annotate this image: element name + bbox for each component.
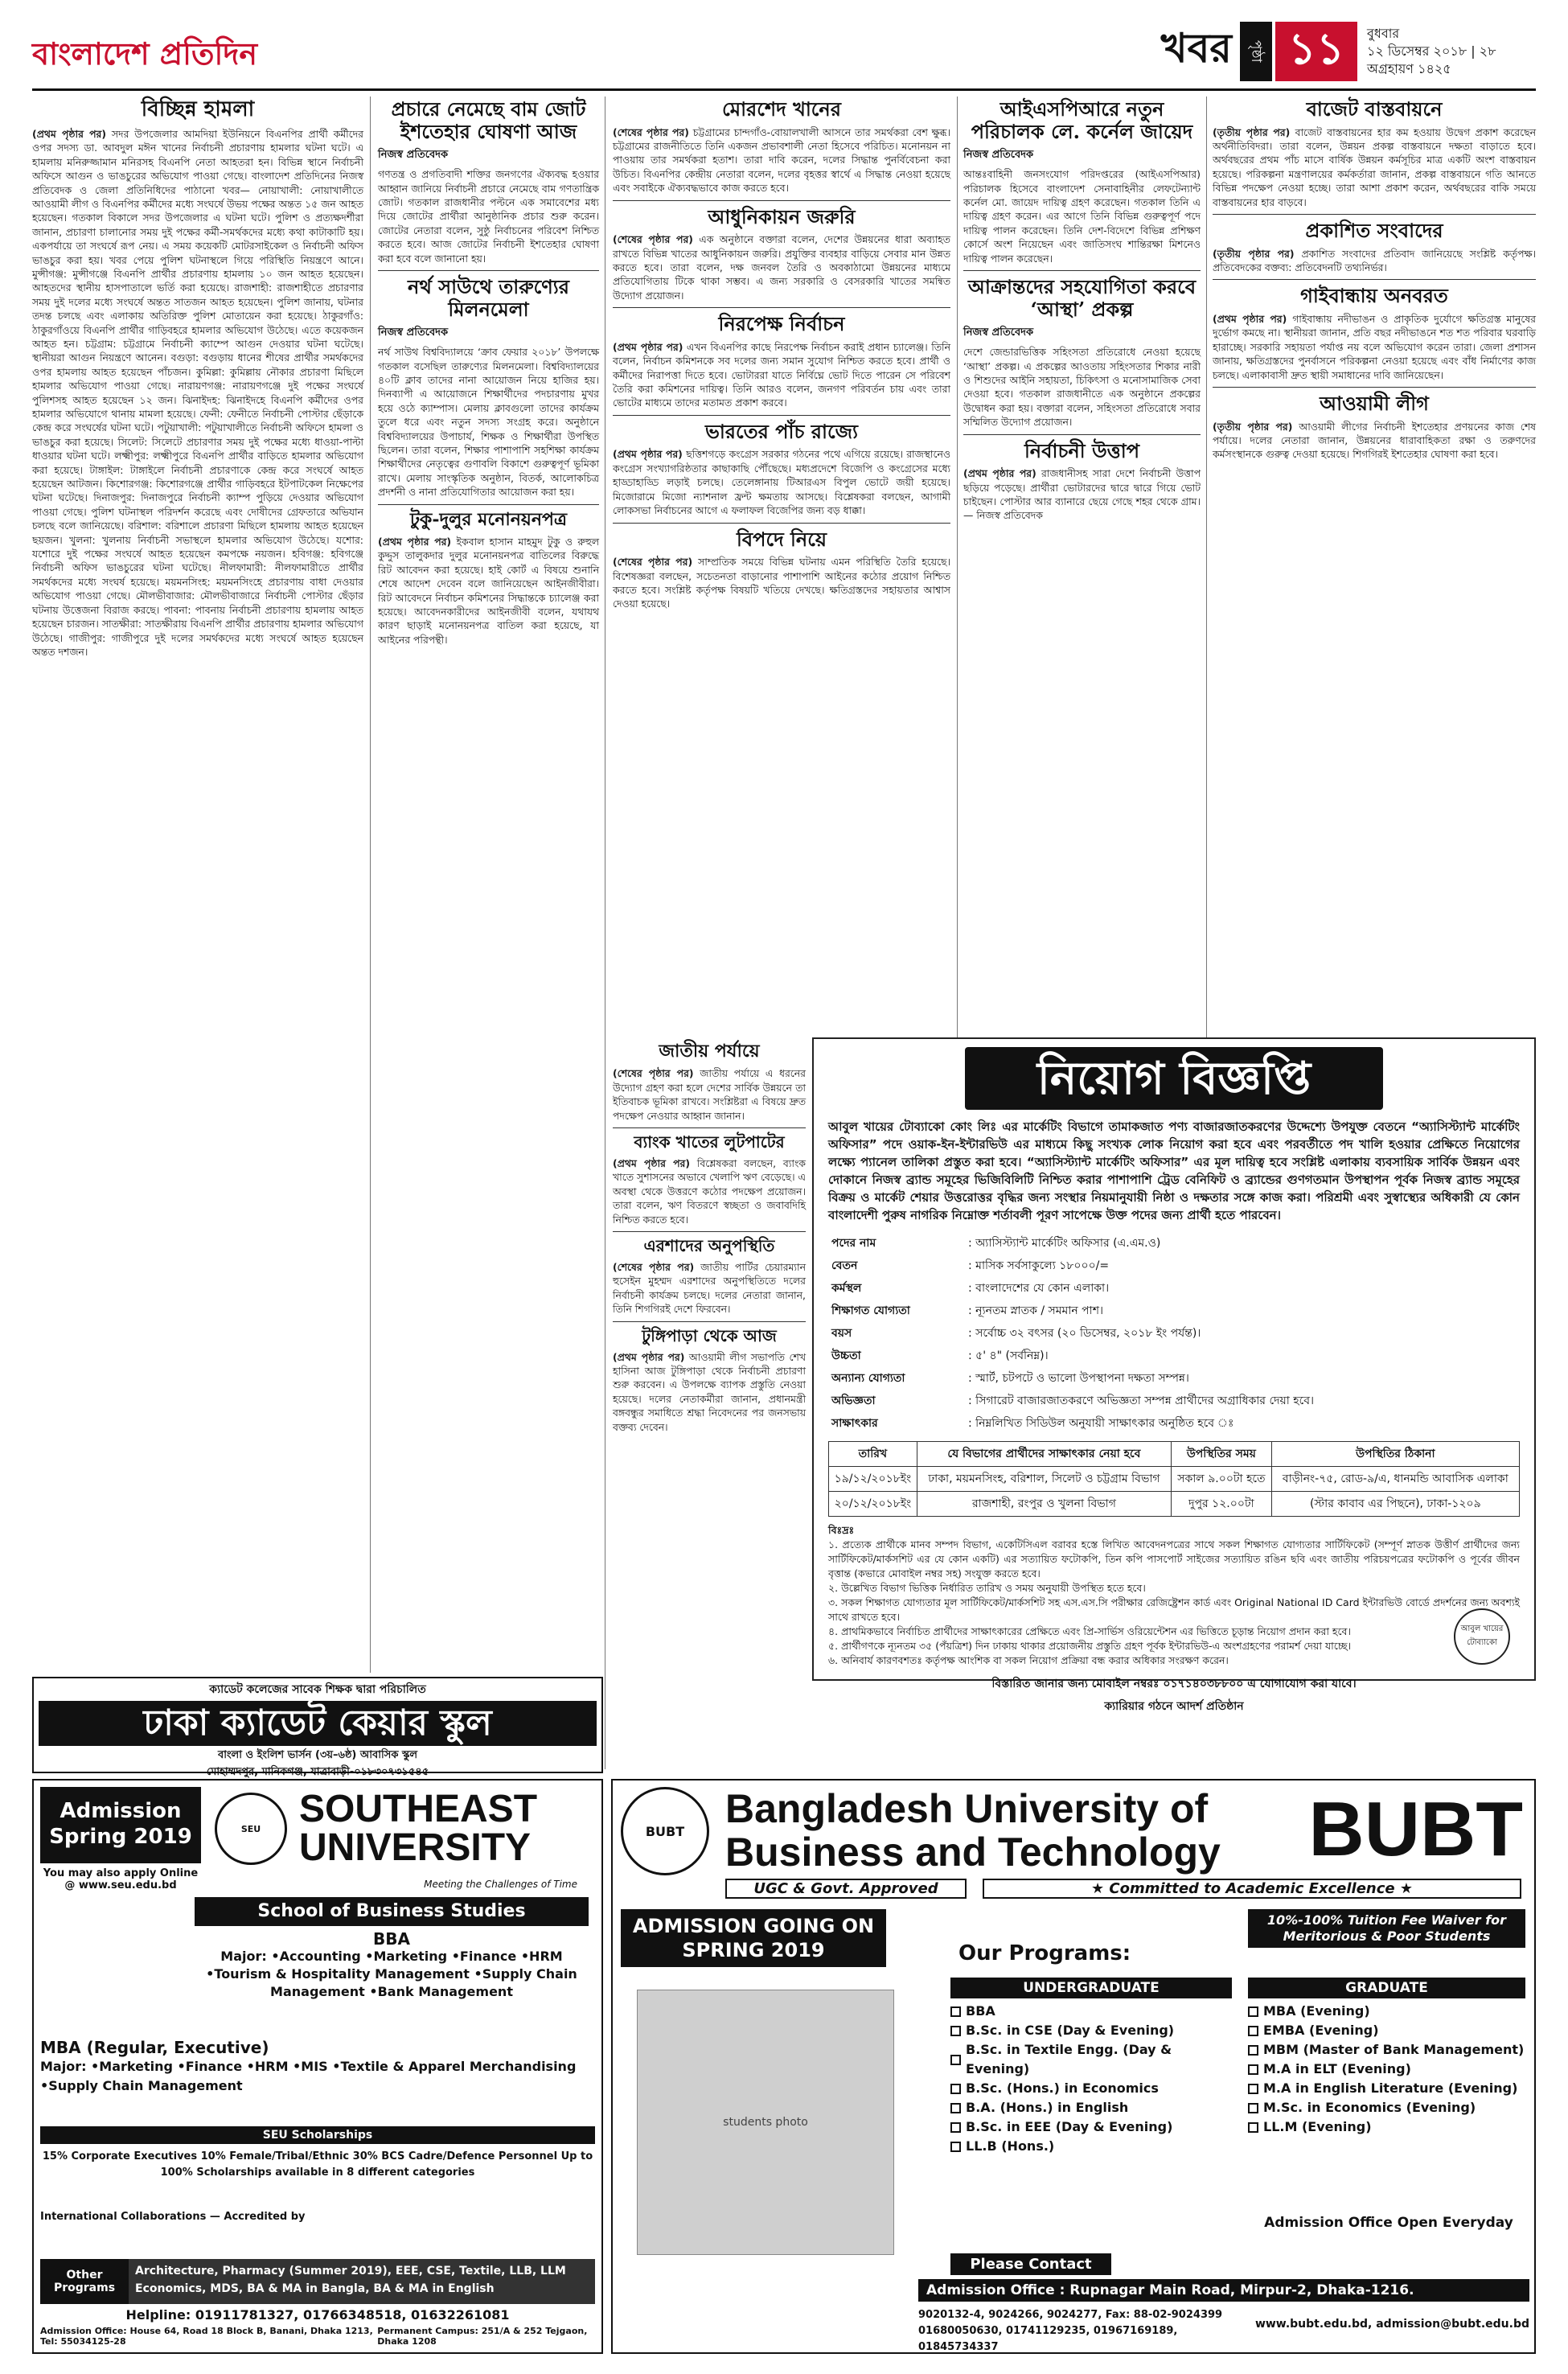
article-text: বিশ্লেষকরা বলছেন, ব্যাংক খাতে সুশাসনের অভাবে খেলাপি ঋণ বেড়েছে। এ অবস্থা থেকে উত্তরণে কঠোর পদক্ষেপ প্রয়োজন। তারা বলেন, ঋণ বিতরণে স্বচ্ছতা ও জবাবদিহি নিশ্চিত করতে হবে।: [613, 1156, 806, 1226]
column-4: [963, 98, 1201, 1031]
cadet-top-line: ক্যাডেট কলেজের সাবেক শিক্ষক দ্বারা পরিচালিত: [209, 1683, 426, 1696]
program-name: MBA (Evening): [1263, 2003, 1370, 2019]
job-detail-label: বেতন: [831, 1259, 858, 1272]
article-headline: নিরপেক্ষ নির্বাচন: [718, 312, 845, 336]
program-name: B.Sc. in Textile Engg. (Day & Evening): [966, 2042, 1172, 2076]
article-headline: টুকু-দুলুর মনোনয়নপত্র: [409, 508, 568, 530]
notes-title: বিঃদ্রঃ: [828, 1524, 855, 1536]
program-name: LL.M (Evening): [1263, 2119, 1372, 2134]
seu-helpline: Helpline: 01911781327, 01766348518, 01632261081: [125, 2307, 510, 2323]
article-lead: (প্রথম পৃষ্ঠার পর): [613, 1350, 685, 1363]
seu-logo: SEU: [215, 1793, 287, 1865]
article-headline: গাইবান্ধায় অনবরত: [1300, 284, 1448, 308]
column-2: [378, 98, 599, 1670]
article-body: [613, 1066, 806, 1123]
article-headline: টুঙ্গিপাড়া থেকে আজ: [642, 1325, 777, 1345]
bubt-abbr: BUBT: [1308, 1786, 1523, 1872]
article-lead: (প্রথম পৃষ্ঠার পর): [613, 1156, 691, 1169]
checkbox-icon: [950, 2055, 961, 2065]
article-lead: (শেষের পৃষ্ঠার পর): [613, 233, 693, 246]
page-indicator: [1161, 19, 1536, 84]
checkbox-icon: [1248, 2064, 1258, 2075]
job-ad-tagline: ক্যারিয়ার গঠনে আদর্শ প্রতিষ্ঠান: [1104, 1700, 1244, 1713]
job-detail-row: [828, 1232, 1520, 1255]
job-detail-value: : মাসিক সর্বসাকুল্যে ১৮০০০/=: [968, 1259, 1110, 1272]
article-text: জাতীয় পর্যায়ে এ ধরনের উদ্যোগ গ্রহণ করা হলে দেশের সার্বিক উন্নয়নে তা ইতিবাচক ভূমিকা রাখবে। সংশ্লিষ্টরা এ বিষয়ে দ্রুত পদক্ষেপ নেওয়ার আহ্বান জানান।: [613, 1067, 806, 1122]
bubt-undergraduate: [950, 1978, 1232, 2156]
article-byline: নিজস্ব প্রতিবেদক: [378, 327, 449, 339]
article-headline: বিপদে নিয়ে: [736, 527, 827, 551]
interview-table-row: [829, 1492, 1520, 1517]
article-body: গণতন্ত্র ও প্রগতিবাদী শক্তির জনগণের ঐক্যবদ্ধ হওয়ার আহ্বান জানিয়ে নির্বাচনী প্রচারে নেমেছে বাম গণতান্ত্রিক জোট। গতকাল রাজধানীর পল্টনে এক সমাবেশের মধ্য দিয়ে জোটের প্রার্থীরা আনুষ্ঠানিক প্রচার শুরু করেন। জোটের নেতারা বলেন, সুষ্ঠু নির্বাচনের পরিবেশ নিশ্চিত করতে হবে। আজ জোটের নির্বাচনী ইশতেহার ঘোষণা করা হবে বলে জানানো হয়।: [378, 168, 599, 265]
job-ad-intro: আবুল খায়ের টোব্যাকো কোং লিঃ এর মার্কেটিং বিভাগে তামাকজাত পণ্য বাজারজাতকরণের উদ্দেশ্যে উপযুক্ত বেতনে “অ্যাসিস্ট্যান্ট মার্কেটিং অফিসার” পদে ওয়াক-ইন-ইন্টারভিউ এর মাধ্যমে কিছু সংখ্যক লোক নিয়োগ করা হবে এবং পরবর্তীতে পদ খালি হওয়ার প্রেক্ষিতে নিয়োগের লক্ষ্যে প্যানেল তালিকা প্রস্তুত করা হবে। “অ্যাসিস্ট্যান্ট মার্কেটিং অফিসার” এর মূল দায়িত্ব হবে সংশ্লিষ্ট এলাকায় ব্যবসায়িক সার্বিক উন্নয়ন এবং দোকানে নিজস্ব ব্র্যান্ড সমূহের ভিজিবিলিটি নিশ্চিত করার পাশাপাশি ট্রেড বেনিফিট ও ব্র্যান্ডের গুণগতমান উপস্থাপন পূর্বক নিজস্ব ব্র্যান্ড সমূহের বিক্রয় ও মার্কেট শেয়ার উত্তরোত্তর বৃদ্ধির জন্য সংস্থার নিয়মানুযায়ী নিষ্ঠা ও দক্ষতার সঙ্গে কাজ করা। পরিশ্রমী এবং সুস্বাস্থ্যের অধিকারী যে কোন বাংলাদেশী পুরুষ নাগরিক নিম্নোক্ত শর্তাবলী পূরণ সাপেক্ষে উক্ত পদের জন্য প্রার্থী হতে পারবেন।: [828, 1119, 1520, 1222]
job-note-item: ১. প্রত্যেক প্রার্থীকে মানব সম্পদ বিভাগ, একেটিসিএল বরাবর হস্তে লিখিত আবেদনপত্রের সাথে সকল শিক্ষাগত যোগ্যতার সার্টিফিকেট (সম্পূর্ণ স্নাতক উত্তীর্ণ প্রার্থীদের জন্য সার্টিফিকেট/মার্কসশিট এর যে কোন একটি) এর সত্যায়িত ফটোকপি, তিন কপি পাসপোর্ট সাইজের সত্যায়িত রঙিন ছবি এবং জাতীয় পরিচয়পত্রের ফটোকপি ও পূর্বের জীবন বৃত্তান্ত (কভারে মোবাইল নম্বর সহ) সংযুক্ত করতে হবে।: [828, 1538, 1520, 1579]
akt-logo: আবুল খায়ের টোব্যাকো: [1454, 1608, 1510, 1665]
program-item: [1248, 2098, 1525, 2117]
job-detail-row: [828, 1255, 1520, 1277]
interview-table-cell: রাজশাহী, রংপুর ও খুলনা বিভাগ: [917, 1492, 1171, 1517]
cadet-sub-line: বাংলা ও ইংলিশ ভার্সন (৩য়–৬ষ্ঠ) আবাসিক স্কুল: [217, 1749, 418, 1761]
article-body: [32, 127, 363, 659]
divider: [613, 1231, 806, 1232]
bubt-admission: ADMISSION GOING ON SPRING 2019: [621, 1909, 886, 1967]
interview-table-header: উপস্থিতির সময়: [1172, 1442, 1272, 1467]
bubt-programs-title: Our Programs:: [958, 1941, 1131, 1965]
bubt-photo: students photo: [637, 1990, 894, 2255]
seu-address-admission: Admission Office: House 64, Road 18 Block B, Banani, Dhaka 1213, Tel: 55034125-28: [40, 2326, 373, 2347]
newspaper-logo: বাংলাদেশ প্রতিদিন: [32, 35, 258, 72]
divider: [1213, 387, 1536, 388]
program-item: [1248, 2079, 1525, 2098]
checkbox-icon: [950, 2084, 961, 2094]
bubt-phones: 9020132-4, 9024266, 9024277, Fax: 88-02-9024399 01680050630, 01741129235, 01967169189, 01845734337: [918, 2309, 1223, 2353]
bubt-ug-title: UNDERGRADUATE: [950, 1978, 1232, 1998]
article-text: রাজধানীসহ সারা দেশে নির্বাচনী উত্তাপ ছড়িয়ে পড়েছে। প্রার্থীরা ভোটারদের দ্বারে দ্বারে গিয়ে ভোট চাইছেন। পোস্টার আর ব্যানারে ছেয়ে গেছে শহর থেকে গ্রাম। — নিজস্ব প্রতিবেদক: [963, 467, 1201, 522]
seu-addresses: [40, 2326, 595, 2347]
article-body: [613, 125, 950, 195]
article-lead: (প্রথম পৃষ্ঠার পর): [963, 467, 1036, 480]
article-headline: প্রকাশিত সংবাদের: [1305, 219, 1443, 243]
program-item: [950, 2040, 1232, 2079]
program-item: [1248, 2002, 1525, 2021]
article-headline: এরশাদের অনুপস্থিতি: [643, 1235, 775, 1255]
article-body: [1213, 420, 1536, 462]
seu-schol-title: SEU Scholarships: [40, 2126, 595, 2144]
divider: [613, 200, 950, 201]
job-note-item: ৫. প্রার্থীগণকে ন্যূনতম ৩৫ (পঁয়ত্রিশ) দিন ঢাকায় থাকার প্রয়োজনীয় প্রস্তুতি গ্রহণ পূর্বক ইন্টারভিউ-এ অংশগ্রহণের পরামর্শ দেয়া যাচ্ছে।: [828, 1640, 1352, 1652]
article-headline: বাজেট বাস্তবায়নে: [1306, 97, 1443, 121]
interview-table-cell: ঢাকা, ময়মনসিংহ, বরিশাল, সিলেট ও চট্টগ্রাম বিভাগ: [917, 1467, 1171, 1492]
job-ad-contact: বিস্তারিত জানার জন্য মোবাইল নম্বরঃ ০১৭১৪০৩৮৮০০ এ যোগাযোগ করা যাবে।: [991, 1678, 1357, 1690]
checkbox-icon: [950, 2103, 961, 2113]
seu-bba-title: BBA: [373, 1929, 410, 1949]
job-detail-label: অভিজ্ঞতা: [831, 1394, 876, 1407]
article-lead: (শেষের পৃষ্ঠার পর): [613, 1260, 695, 1273]
seu-scholarships: [40, 2126, 595, 2181]
divider: [613, 523, 950, 524]
program-item: [950, 2002, 1232, 2021]
article-body: [613, 1260, 806, 1316]
article-body: দেশে জেন্ডারভিত্তিক সহিংসতা প্রতিরোধে নেওয়া হয়েছে ‘আস্থা’ প্রকল্প। এ প্রকল্পের আওতায় সহিংসতার শিকার নারী ও শিশুদের আইনি সহায়তা, চিকিৎসা ও মনোসামাজিক সেবা দেওয়া হবে। গতকাল রাজধানীতে এক অনুষ্ঠানে প্রকল্পের উদ্বোধন করা হয়। বক্তারা বলেন, সহিংসতা প্রতিরোধে সবার সম্মিলিত উদ্যোগ প্রয়োজন।: [963, 346, 1201, 429]
article-byline: নিজস্ব প্রতিবেদক: [963, 149, 1034, 162]
date-line: ১২ ডিসেম্বর ২০১৮ | ২৮ অগ্রহায়ণ ১৪২৫: [1367, 43, 1496, 76]
job-detail-value: : বাংলাদেশের যে কোন এলাকা।: [968, 1282, 1110, 1295]
article-headline: আইএসপিআরে নতুন পরিচালক লে. কর্নেল জায়েদ: [971, 97, 1193, 143]
job-detail-label: কর্মস্থল: [831, 1282, 862, 1295]
page-label: পৃষ্ঠা: [1240, 22, 1272, 81]
article-headline: নর্থ সাউথে তারুণ্যের মিলনমেলা: [408, 275, 569, 321]
cadet-address: মোহাম্মদপুর, মানিকগঞ্জ, যাত্রাবাড়ী-০১৮৩০৭৩১৫৪৫: [206, 1766, 429, 1778]
article-text: ছত্তিশগড়ে কংগ্রেস সরকার গঠনের পথে এগিয়ে রয়েছে। রাজস্থানেও কংগ্রেস সংখ্যাগরিষ্ঠতার কাছাকাছি পৌঁছেছে। মধ্যপ্রদেশে বিজেপি ও কংগ্রেসের মধ্যে হাড্ডাহাড্ডি লড়াই চলছে। তেলেঙ্গানায় টিআরএস বিপুল ভোটে জয়ী হয়েছে। মিজোরামে মিজো ন্যাশনাল ফ্রন্ট ক্ষমতায় আসছে। বিশ্লেষকরা বলছেন, আগামী লোকসভা নির্বাচনের আগে এ ফলাফল বিজেপির জন্য বড় ধাক্কা।: [613, 448, 950, 517]
weekday: বুধবার: [1367, 26, 1400, 41]
article-headline: আক্রান্তদের সহযোগিতা করবে ‘আস্থা’ প্রকল্প: [967, 275, 1197, 321]
bubt-contact: Please Contact: [950, 2253, 1111, 2275]
article-body: [613, 1156, 806, 1226]
seu-name: SOUTHEAST UNIVERSITY: [299, 1788, 538, 1869]
cadet-school-ad: [32, 1677, 603, 1778]
bubt-logo: BUBT: [621, 1787, 709, 1875]
bubt-ugc: UGC & Govt. Approved: [725, 1879, 967, 1899]
cadet-school-name: ঢাকা ক্যাডেট কেয়ার স্কুল: [39, 1701, 597, 1746]
seu-mba-title: MBA (Regular, Executive): [40, 2038, 269, 2057]
seu-mba-majors: Major: •Marketing •Finance •HRM •MIS •Textile & Apparel Merchandising •Supply Chain Management: [40, 2059, 577, 2093]
article-body: [1213, 247, 1536, 275]
article-byline: নিজস্ব প্রতিবেদক: [963, 327, 1034, 339]
article-headline: প্রচারে নেমেছে বাম জোট ইশতেহার ঘোষণা আজ: [391, 97, 586, 143]
bubt-office: Admission Office : Rupnagar Main Road, Mirpur-2, Dhaka-1216.: [918, 2279, 1529, 2302]
job-detail-label: অন্যান্য যোগ্যতা: [831, 1372, 905, 1385]
seu-apply-online: You may also apply Online @ www.seu.edu.bd: [43, 1867, 199, 1891]
article-lead: (প্রথম পৃষ্ঠার পর): [613, 448, 683, 461]
program-name: BBA: [966, 2003, 995, 2019]
program-name: B.A. (Hons.) in English: [966, 2100, 1129, 2115]
seu-other-programs: [40, 2259, 595, 2304]
seu-bba: [203, 1930, 581, 2001]
column-5: [1213, 98, 1536, 1031]
bubt-office-open: Admission Office Open Everyday: [1264, 2215, 1513, 2231]
interview-table-cell: ১৯/১২/২০১৮ইং: [829, 1467, 917, 1492]
article-text: ইকবাল হাসান মাহমুদ টুকু ও রুহুল কুদ্দুস তালুকদার দুলুর মনোনয়নপত্র বাতিলের বিরুদ্ধে রিট আবেদন করা হয়েছে। হাই কোর্ট এ বিষয়ে শুনানি শেষে আদেশ দেবেন বলে জানিয়েছেন আইনজীবীরা। রিট আবেদনে নির্বাচন কমিশনের সিদ্ধান্তকে চ্যালেঞ্জ করা হয়েছে। আবেদনকারীদের আইনজীবী বলেন, যথাযথ কারণ ছাড়াই মনোনয়নপত্র বাতিল করা হয়েছে, যা আইনের পরিপন্থী।: [378, 535, 599, 646]
program-item: [1248, 2117, 1525, 2137]
program-name: EMBA (Evening): [1263, 2023, 1379, 2038]
job-detail-row: [828, 1412, 1520, 1435]
job-detail-label: শিক্ষাগত যোগ্যতা: [831, 1304, 910, 1317]
article-body: [613, 232, 950, 302]
article-lead: (তৃতীয় পৃষ্ঠার পর): [1213, 420, 1293, 433]
seu-other-label: Other Programs: [40, 2259, 129, 2304]
checkbox-icon: [950, 2142, 961, 2152]
job-detail-label: পদের নাম: [831, 1237, 876, 1250]
checkbox-icon: [950, 2006, 961, 2017]
program-name: B.Sc. in EEE (Day & Evening): [966, 2119, 1173, 2134]
article-body: [613, 447, 950, 517]
article-lead: (প্রথম পৃষ্ঠার পর): [378, 535, 452, 548]
program-name: LL.B (Hons.): [966, 2138, 1055, 2154]
article-headline: জাতীয় পর্যায়ে: [659, 1041, 760, 1062]
interview-table-row: [829, 1467, 1520, 1492]
program-item: [1248, 2060, 1525, 2079]
bubt-motto: ★ Committed to Academic Excellence ★: [983, 1879, 1521, 1899]
interview-table-cell: সকাল ৯.০০টা হতে: [1172, 1467, 1272, 1492]
job-detail-row: [828, 1345, 1520, 1367]
program-item: [1248, 2040, 1525, 2060]
program-item: [950, 2117, 1232, 2137]
interview-table-header: তারিখ: [829, 1442, 917, 1467]
program-item: [950, 2079, 1232, 2098]
masthead: [32, 14, 1536, 87]
column-divider: [1206, 97, 1207, 1037]
interview-table-cell: (স্টার কাবাব এর পিছনে), ঢাকা-১২০৯: [1271, 1492, 1519, 1517]
program-name: M.Sc. in Economics (Evening): [1263, 2100, 1476, 2115]
article-headline: আওয়ামী লীগ: [1320, 392, 1429, 416]
article-text: আওয়ামী লীগের নির্বাচনী ইশতেহার প্রণয়নের কাজ শেষ পর্যায়ে। দলের নেতারা জানান, উন্নয়নের ধারাবাহিকতা রক্ষা ও তরুণদের কর্মসংস্থানকে গুরুত্ব দেওয়া হয়েছে। শিগগিরই ইশতেহার ঘোষণা করা হবে।: [1213, 420, 1536, 461]
checkbox-icon: [1248, 2006, 1258, 2017]
checkbox-icon: [950, 2026, 961, 2036]
seu-school-bar: School of Business Studies: [195, 1897, 589, 1926]
article-body: আন্তঃবাহিনী জনসংযোগ পরিদপ্তরের (আইএসপিআর) পরিচালক হিসেবে বাংলাদেশ সেনাবাহিনীর লেফটেন্যান্ট কর্নেল মো. জায়েদ দায়িত্ব গ্রহণ করেছেন। গতকাল তিনি এ দায়িত্ব গ্রহণ করেন। এর আগে তিনি বিভিন্ন গুরুত্বপূর্ণ পদে দায়িত্ব পালন করেছেন। তিনি দেশ-বিদেশে বিভিন্ন প্রশিক্ষণ কোর্সে অংশ নিয়েছেন এবং জাতিসংঘ শান্তিরক্ষা মিশনেও দায়িত্ব পালন করেছেন।: [963, 168, 1201, 265]
column-divider: [957, 97, 958, 1037]
job-details-table: [828, 1232, 1520, 1435]
article-lead: (প্রথম পৃষ্ঠার পর): [613, 340, 683, 353]
divider: [378, 504, 599, 505]
masthead-rule: [32, 88, 1536, 91]
article-text: বাজেট বাস্তবায়নের হার কম হওয়ায় উদ্বেগ প্রকাশ করেছেন অর্থনীতিবিদরা। তারা বলেন, উন্নয়ন প্রকল্প বাস্তবায়নে দক্ষতা বাড়াতে হবে। অর্থবছরের প্রথম পাঁচ মাসে বার্ষিক উন্নয়ন কর্মসূচির মাত্র একটি অংশ বাস্তবায়ন হয়েছে। পরিকল্পনা মন্ত্রণালয়ের কর্মকর্তারা জানান, প্রকল্প বাস্তবায়নে গতি আনতে বিভিন্ন পদক্ষেপ নেওয়া হচ্ছে। তারা আশা প্রকাশ করেন, অর্থবছরের বাকি সময়ে বাস্তবায়নের হার বাড়বে।: [1213, 125, 1536, 208]
checkbox-icon: [1248, 2084, 1258, 2094]
column-3: [613, 98, 950, 1031]
job-detail-value: : ন্যূনতম স্নাতক / সমমান পাশ।: [968, 1304, 1104, 1317]
job-detail-value: : স্মার্ট, চটপটে ও ভালো উপস্থাপনা দক্ষতা সম্পন্ন।: [968, 1372, 1189, 1385]
divider: [963, 434, 1201, 435]
article-text: সদর উপজেলার আমদিয়া ইউনিয়নে বিএনপির প্রার্থী কর্মীদের ওপর সদস্য ডা. আবদুল মঈন খানের নির্বাচনী প্রচারণায় হামলার ঘটনা ঘটে। এ হামলায় মনিরুজ্জামান মনিরসহ বিএনপি নেতা আহতরা হন। বিভিন্ন স্থানে নির্বাচনী অফিসে আগুন ও ভাঙচুরের অভিযোগ পাওয়া গেছে। বাংলাদেশ প্রতিদিনের নিজস্ব প্রতিবেদক ও জেলা প্রতিনিধিদের পাঠানো খবর— নোয়াখালী: নোয়াখালীতে আওয়ামী লীগ ও বিএনপির কর্মীদের মধ্যে সংঘর্ষে উভয় পক্ষের অন্তত ১৫ জন আহত হয়েছেন। গতকাল বিকালে সদর উপজেলার এ ঘটনা ঘটে। পুলিশ ও প্রত্যক্ষদর্শীরা জানান, প্রচারণা চালানোর সময় দুই পক্ষের কর্মী-সমর্থকদের মধ্যে কথা কাটাকাটি হয়। একপর্যায়ে তা সংঘর্ষে রূপ নেয়। এ সময় কয়েকটি মোটরসাইকেল ও নির্বাচনী অফিস ভাঙচুর করা হয়। খবর পেয়ে পুলিশ ঘটনাস্থলে গিয়ে পরিস্থিতি নিয়ন্ত্রণে আনে। মুন্সীগঞ্জ: মুন্সীগঞ্জে বিএনপি প্রার্থীর প্রচারণায় হামলায় ১০ জন আহত হয়েছেন। আহতদের স্থানীয় হাসপাতালে ভর্তি করা হয়েছে। রাজশাহী: রাজশাহীতে প্রচারণার সময় দুই দলের মধ্যে সংঘর্ষে অন্তত সাতজন আহত হয়েছেন। পুলিশ জানায়, ঘটনার তদন্ত চলছে এবং এলাকায় অতিরিক্ত পুলিশ মোতায়েন করা হয়েছে। ঠাকুরগাঁও: ঠাকুরগাঁওয়ে বিএনপি প্রার্থীর গাড়িবহরে হামলার অভিযোগ উঠেছে। এতে কয়েকজন আহত হন। চট্টগ্রাম: চট্টগ্রামে নির্বাচনী ক্যাম্পে আগুন দেওয়ার ঘটনা ঘটেছে। স্থানীয়রা আগুন নিয়ন্ত্রণে আনেন। বগুড়া: বগুড়ায় ধানের শীষের প্রার্থীর সমর্থকদের ওপর হামলায় আহত হয়েছেন পাঁচজন। কুমিল্লা: কুমিল্লায় নৌকার প্রচারণা মিছিলে হামলার অভিযোগ পাওয়া গেছে। নারায়ণগঞ্জ: নারায়ণগঞ্জে দুই পক্ষের সংঘর্ষে পুলিশসহ আহত হয়েছেন ১২ জন। ঝিনাইদহ: ঝিনাইদহে বিএনপি কর্মীদের ওপর হামলার অভিযোগে থানায় মামলা হয়েছে। ফেনী: ফেনীতে নির্বাচনী পোস্টার ছেঁড়াকে কেন্দ্র করে সংঘর্ষের ঘটনা ঘটে। পটুয়াখালী: পটুয়াখালীতে নির্বাচনী অফিসে হামলা ও ভাঙচুর করা হয়েছে। সিলেট: সিলেটে প্রচারণার সময় দুই পক্ষের মধ্যে ধাওয়া-পাল্টা ধাওয়ার ঘটনা ঘটে। লক্ষ্মীপুর: লক্ষ্মীপুরে বিএনপি প্রার্থীর বাড়িতে হামলার অভিযোগ করা হয়েছে। টাঙ্গাইল: টাঙ্গাইলে নির্বাচনী প্রচারণাকে কেন্দ্র করে সংঘর্ষে আহত হয়েছেন আটজন। কিশোরগঞ্জ: কিশোরগঞ্জে প্রার্থীর গাড়িবহরে ইটপাটকেল নিক্ষেপের ঘটনা ঘটেছে। দিনাজপুর: দিনাজপুরে নির্বাচনী ক্যাম্প পুড়িয়ে দেওয়ার অভিযোগ পাওয়া গেছে। পুলিশ ঘটনাস্থল পরিদর্শন করেছে এবং দোষীদের গ্রেফতারে অভিযান চলছে বলে জানিয়েছে। বরিশাল: বরিশালে প্রচারণা মিছিলে হামলায় আহত হয়েছেন ছয়জন। খুলনা: খুলনায় নির্বাচনী সভাস্থলে হামলার অভিযোগ উঠেছে। যশোর: যশোরে দুই পক্ষের সংঘর্ষে আহত হয়েছেন কমপক্ষে নয়জন। হবিগঞ্জ: হবিগঞ্জে নির্বাচনী অফিস ভাঙচুরের ঘটনা ঘটেছে। নীলফামারী: নীলফামারীতে প্রার্থীর সমর্থকদের মধ্যে সংঘর্ষ হয়েছে। ময়মনসিংহ: ময়মনসিংহে প্রচারণায় বাধা দেওয়ার অভিযোগ পাওয়া গেছে। মৌলভীবাজার: মৌলভীবাজারে নির্বাচনী পোস্টার ছেঁড়ার ঘটনায় উত্তেজনা বিরাজ করছে। পাবনা: পাবনায় নির্বাচনী প্রচারণায় হামলায় আহত হয়েছেন চারজন। সাতক্ষীরা: সাতক্ষীরায় বিএনপি প্রার্থীর প্রচারণায় হামলার অভিযোগ উঠেছে। গাজীপুর: গাজীপুরে দুই দলের সমর্থকদের মধ্যে সংঘর্ষে আহত হয়েছেন অন্তত দশজন।: [32, 127, 363, 658]
job-detail-label: সাক্ষাৎকার: [831, 1417, 878, 1430]
column-3-lower: [613, 1041, 806, 1669]
issue-date: [1367, 25, 1536, 78]
job-detail-value: : অ্যাসিস্ট্যান্ট মার্কেটিং অফিসার (এ.এম.ও): [968, 1237, 1161, 1250]
interview-table-header: উপস্থিতির ঠিকানা: [1271, 1442, 1519, 1467]
article-text: গাইবান্ধায় নদীভাঙন ও প্রাকৃতিক দুর্যোগে ক্ষতিগ্রস্ত মানুষের দুর্ভোগ কমছে না। স্থানীয়রা জানান, প্রতি বছর নদীভাঙনে শত শত পরিবার ঘরবাড়ি হারাচ্ছে। সরকারি সহায়তা পর্যাপ্ত নয় বলে অভিযোগ করেন তারা। জেলা প্রশাসন জানায়, ক্ষতিগ্রস্তদের পুনর্বাসনে পরিকল্পনা নেওয়া হয়েছে এবং বাঁধ নির্মাণের কাজ চলছে। এলাকাবাসী দ্রুত স্থায়ী সমাধানের দাবি জানিয়েছেন।: [1213, 313, 1536, 381]
bubt-name: Bangladesh University of Business and Technology: [725, 1786, 1221, 1875]
checkbox-icon: [1248, 2103, 1258, 2113]
job-ad-title: নিয়োগ বিজ্ঞপ্তি: [965, 1047, 1383, 1110]
job-note-item: ৬. অনিবার্য কারণবশতঃ কর্তৃপক্ষ আংশিক বা সকল নিয়োগ প্রক্রিয়া বন্ধ করার অধিকার সংরক্ষণ করেন।: [828, 1654, 1229, 1666]
program-item: [950, 2098, 1232, 2117]
program-item: [950, 2137, 1232, 2156]
bubt-waiver: 10%-100% Tuition Fee Waiver for Meritorious & Poor Students: [1248, 1909, 1525, 1948]
job-detail-row: [828, 1390, 1520, 1412]
checkbox-icon: [1248, 2122, 1258, 2133]
bubt-graduate: [1248, 1978, 1525, 2137]
article-clash: [32, 98, 363, 1670]
program-name: M.A in ELT (Evening): [1263, 2061, 1411, 2076]
article-lead: (শেষের পৃষ্ঠার পর): [613, 1067, 694, 1080]
article-body: [1213, 125, 1536, 209]
job-detail-value: : সর্বোচ্চ ৩২ বৎসর (২০ ডিসেম্বর, ২০১৮ ইং পর্যন্ত)।: [968, 1327, 1201, 1340]
job-detail-row: [828, 1300, 1520, 1322]
divider: [613, 307, 950, 308]
article-body: [613, 1350, 806, 1434]
article-text: সাম্প্রতিক সময়ে বিভিন্ন ঘটনায় এমন পরিস্থিতি তৈরি হয়েছে। বিশেষজ্ঞরা বলছেন, সচেতনতা বাড়ানোর পাশাপাশি আইনের কঠোর প্রয়োগ নিশ্চিত করতে হবে। সংশ্লিষ্ট কর্তৃপক্ষ বিষয়টি খতিয়ে দেখছে। ক্ষতিগ্রস্তদের সহায়তার আশ্বাস দেওয়া হয়েছে।: [613, 556, 950, 610]
job-detail-label: উচ্চতা: [831, 1349, 861, 1362]
program-name: B.Sc. in CSE (Day & Evening): [966, 2023, 1175, 2038]
article-headline: মোরশেদ খানের: [722, 97, 841, 121]
bubt-web: www.bubt.edu.bd, admission@bubt.edu.bd: [1254, 2318, 1529, 2331]
job-detail-row: [828, 1367, 1520, 1390]
bubt-gr-title: GRADUATE: [1248, 1978, 1525, 1998]
column-divider: [370, 97, 371, 1673]
interview-table-cell: বাড়ীনং-৭৫, রোড-৯/এ, ধানমন্ডি আবাসিক এলাকা: [1271, 1467, 1519, 1492]
seu-schol-text: 15% Corporate Executives 10% Female/Tribal/Ethnic 30% BCS Cadre/Defence Personnel Up to 100% Scholarships available in 8 different categories: [42, 2150, 593, 2179]
seu-other-text: Architecture, Pharmacy (Summer 2019), EEE, CSE, Textile, LLB, LLM Economics, MDS, BA & MA in Bangla, BA & MA in English: [129, 2259, 595, 2304]
article-body: [378, 535, 599, 647]
job-detail-value: : সিগারেট বাজারজাতকরণে অভিজ্ঞতা সম্পন্ন প্রার্থীদের অগ্রাধিকার দেয়া হবে।: [968, 1394, 1315, 1407]
interview-table-cell: ২০/১২/২০১৮ইং: [829, 1492, 917, 1517]
article-headline: বিচ্ছিন্ন হামলা: [141, 97, 255, 121]
job-detail-label: বয়স: [831, 1327, 852, 1340]
checkbox-icon: [1248, 2045, 1258, 2056]
program-name: MBM (Master of Bank Management): [1263, 2042, 1525, 2057]
article-headline: ভারতের পাঁচ রাজ্যে: [704, 419, 859, 443]
divider: [613, 1127, 806, 1128]
article-byline: নিজস্ব প্রতিবেদক: [378, 149, 449, 162]
seu-tagline: Meeting the Challenges of Time: [424, 1879, 577, 1890]
checkbox-icon: [1248, 2026, 1258, 2036]
job-note-item: ৩. সকল শিক্ষাগত যোগ্যতার মূল সার্টিফিকেট/মার্কসশিট সহ এস.এস.সি পরীক্ষার রেজিষ্ট্রেশন কার্ড এবং Original National ID Card ইন্টারভিউ বোর্ডে প্রদর্শনের জন্য অবশ্যই সাথে রাখতে হবে।: [828, 1596, 1520, 1623]
job-detail-row: [828, 1277, 1520, 1300]
job-note-item: ৪. প্রাথমিকভাবে নির্বাচিত প্রার্থীদের সাক্ষাৎকারের প্রেক্ষিতে এবং প্রি-সার্ভিস ওরিয়েন্টেশন এর ভিত্তিতে চূড়ান্ত নিয়োগ প্রদান করা হবে।: [828, 1625, 1351, 1637]
article-text: আওয়ামী লীগ সভাপতি শেখ হাসিনা আজ টুঙ্গিপাড়া থেকে নির্বাচনী প্রচারণা শুরু করবেন। এ উপলক্ষে ব্যাপক প্রস্তুতি নেওয়া হয়েছে। দলের নেতাকর্মীরা জানান, প্রধানমন্ত্রী বঙ্গবন্ধুর সমাধিতে শ্রদ্ধা নিবেদনের পর জনসভায় বক্তব্য দেবেন।: [613, 1350, 806, 1433]
seu-intl-collab: International Collaborations — Accredited by: [40, 2211, 306, 2223]
checkbox-icon: [950, 2122, 961, 2133]
article-text: জাতীয় পার্টির চেয়ারম্যান হুসেইন মুহম্মদ এরশাদের অনুপস্থিতিতে দলের নির্বাচনী কার্যক্রম চলছে। দলের নেতারা জানান, তিনি শিগগিরই দেশে ফিরবেন।: [613, 1260, 806, 1316]
seu-address-campus: Permanent Campus: 251/A & 252 Tejgaon, Dhaka 1208: [377, 2326, 588, 2347]
article-body: নর্থ সাউথ বিশ্ববিদ্যালয়ে ‘ক্রাব ফেয়ার ২০১৮’ উপলক্ষে গতকাল বসেছিল তারুণ্যের মিলনমেলা। বিশ্ববিদ্যালয়ের ৪০টি ক্লাব তাদের নানা আয়োজন নিয়ে হাজির হয়। দিনব্যাপী এ আয়োজনে শিক্ষার্থীদের পদচারণায় মুখর হয়ে ওঠে ক্যাম্পাস। মেলায় ক্লাবগুলো তাদের কার্যক্রম তুলে ধরে এবং নতুন সদস্য সংগ্রহ করে। অনুষ্ঠানে বিশ্ববিদ্যালয়ের উপাচার্য, শিক্ষক ও শিক্ষার্থীরা উপস্থিত ছিলেন। তারা বলেন, শিক্ষার পাশাপাশি সহশিক্ষা কার্যক্রম শিক্ষার্থীদের নেতৃত্বের গুণাবলি বিকাশে গুরুত্বপূর্ণ ভূমিকা রাখে। মেলায় সাংস্কৃতিক অনুষ্ঠান, বিতর্ক, আলোকচিত্র প্রদর্শনী ও নানা প্রতিযোগিতার আয়োজন করা হয়।: [378, 346, 599, 499]
article-text: চট্টগ্রামের চান্দগাঁও-বোয়ালখালী আসনে তার সমর্থকরা বেশ ক্ষুব্ধ। চট্টগ্রামের রাজনীতিতে তিনি একজন প্রভাবশালী নেতা হিসেবে পরিচিত। মনোনয়ন না পাওয়ায় তার সমর্থকরা হতাশ। তারা দাবি করেন, দলের সিদ্ধান্ত পুনর্বিবেচনা করা উচিত। বিএনপির কেন্দ্রীয় নেতারা বলেন, দলের বৃহত্তর স্বার্থে এ সিদ্ধান্ত নেওয়া হয়েছে এবং সবাইকে ঐক্যবদ্ধভাবে কাজ করতে হবে।: [613, 125, 950, 195]
job-detail-row: [828, 1322, 1520, 1345]
article-lead: (তৃতীয় পৃষ্ঠার পর): [1213, 247, 1295, 260]
article-headline: ব্যাংক খাতের লুটপাটের: [634, 1132, 785, 1152]
article-body: [613, 340, 950, 410]
bubt-ad: [611, 1779, 1536, 2354]
southeast-university-ad: [32, 1779, 603, 2354]
seu-admission-badge: Admission Spring 2019: [40, 1787, 201, 1863]
article-lead: (প্রথম পৃষ্ঠার পর): [1213, 313, 1287, 326]
divider: [1213, 279, 1536, 280]
article-text: প্রকাশিত সংবাদের প্রতিবাদ জানিয়েছে সংশ্লিষ্ট কর্তৃপক্ষ। প্রতিবেদকের বক্তব্য: প্রতিবেদনটি তথ্যনির্ভর।: [1213, 247, 1536, 274]
job-advertisement: [812, 1037, 1536, 1713]
article-body: [963, 466, 1201, 523]
divider: [613, 1321, 806, 1322]
article-lead: (শেষের পৃষ্ঠার পর): [613, 556, 693, 569]
article-lead: (শেষের পৃষ্ঠার পর): [613, 125, 689, 138]
divider: [1213, 214, 1536, 215]
section-title: খবর: [1160, 23, 1232, 72]
job-note-item: ২. উল্লেখিত বিভাগ ভিত্তিক নির্ধারিত তারিখ ও সময় অনুযায়ী উপস্থিত হতে হবে।: [828, 1582, 1146, 1594]
article-body: [613, 555, 950, 611]
article-headline: নির্বাচনী উত্তাপ: [1024, 438, 1140, 462]
program-item: [1248, 2021, 1525, 2040]
seu-mba: [40, 2038, 595, 2096]
divider: [613, 415, 950, 416]
article-lead: (তৃতীয় পৃষ্ঠার পর): [1213, 125, 1291, 138]
interview-table-cell: দুপুর ১২.০০টা: [1172, 1492, 1272, 1517]
article-headline: আধুনিকায়ন জরুরি: [708, 204, 856, 228]
job-detail-value: : নিম্নলিখিত সিডিউল অনুযায়ী সাক্ষাৎকার অনুষ্ঠিত হবে ঃ: [968, 1417, 1234, 1430]
program-item: [950, 2021, 1232, 2040]
job-ad-notes: [828, 1523, 1520, 1668]
article-text: এখন বিএনপির কাছে নিরপেক্ষ নির্বাচন করাই প্রধান চ্যালেঞ্জ। তিনি বলেন, নির্বাচন কমিশনকে সব দলের জন্য সমান সুযোগ নিশ্চিত করতে হবে। প্রার্থী ও কর্মীদের নিরাপত্তা দিতে হবে। ভোটাররা যাতে নির্বিঘ্নে ভোট দিতে পারেন সে পরিবেশ তৈরি করা কমিশনের দায়িত্ব। তিনি আরও বলেন, জনগণ পরিবর্তন চায় এবং তারা ভোটের মাধ্যমে তাদের মতামত প্রকাশ করবে।: [613, 340, 950, 409]
article-lead: (প্রথম পৃষ্ঠার পর): [32, 127, 107, 140]
job-detail-value: : ৫' ৪" (সর্বনিম্ন)।: [968, 1349, 1049, 1362]
divider: [963, 270, 1201, 271]
article-body: [1213, 312, 1536, 382]
page-number: ১১: [1275, 22, 1357, 81]
program-name: B.Sc. (Hons.) in Economics: [966, 2080, 1159, 2096]
divider: [378, 270, 599, 271]
program-name: M.A in English Literature (Evening): [1263, 2080, 1518, 2096]
seu-bba-majors: Major: •Accounting •Marketing •Finance •HRM •Tourism & Hospitality Management •Supply Chain Management •Bank Management: [206, 1949, 577, 1999]
interview-schedule-table: [828, 1441, 1520, 1517]
article-text: এক অনুষ্ঠানে বক্তারা বলেন, দেশের উন্নয়নের ধারা অব্যাহত রাখতে বিভিন্ন খাতের আধুনিকায়ন জরুরি। প্রযুক্তির ব্যবহার বাড়িয়ে সেবার মান উন্নত করতে হবে। তারা বলেন, দক্ষ জনবল তৈরি ও অবকাঠামো উন্নয়নের মাধ্যমে প্রতিযোগিতায় টিকে থাকা সম্ভব। এ জন্য সরকারি ও বেসরকারি খাতের সমন্বিত উদ্যোগ প্রয়োজন।: [613, 233, 950, 302]
interview-table-header: যে বিভাগের প্রার্থীদের সাক্ষাৎকার নেয়া হবে: [917, 1442, 1171, 1467]
